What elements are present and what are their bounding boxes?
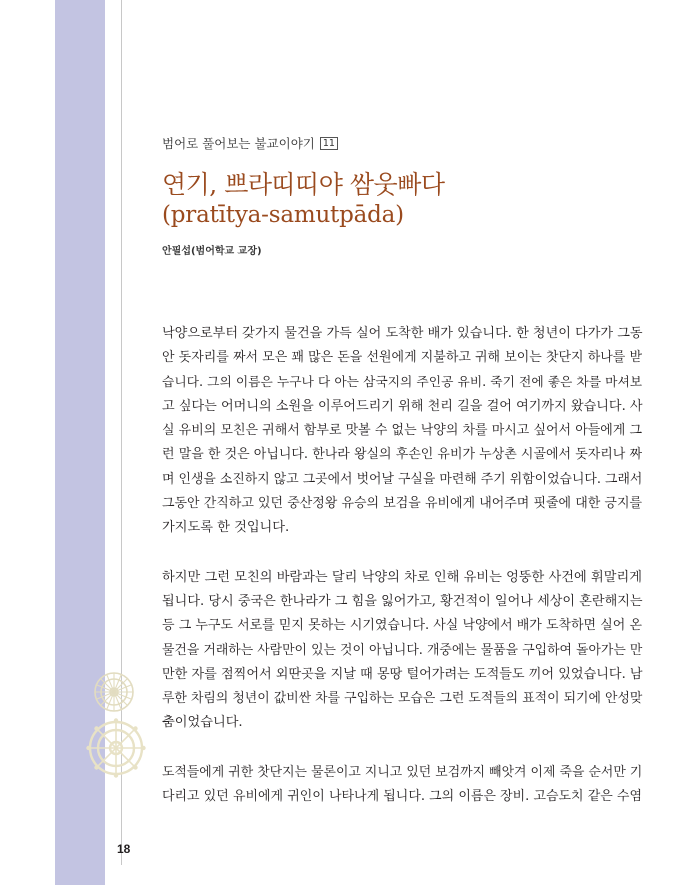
paragraph [162, 761, 642, 810]
article-body [162, 322, 642, 809]
article-author: 안필섭(범어학교 교장) [162, 246, 262, 257]
text-line: 가지도록 한 것입니다. [162, 520, 290, 536]
text-line: 실 유비의 모친은 귀해서 함부로 맛볼 수 없는 낙양의 차를 마시고 싶어서 아들에게 그 [162, 423, 642, 439]
text-line: 됩니다. 당시 중국은 한나라가 그 힘을 잃어가고, 황건적이 일어나 세상이 혼란해지는 [162, 593, 643, 609]
paragraph [162, 322, 642, 541]
paragraph [162, 566, 642, 736]
text-line: 고 싶다는 어머니의 소원을 이루어드리기 위해 천리 길을 걸어 여기까지 왔습니다. 사 [162, 398, 643, 414]
text-line: 안 돗자리를 짜서 모은 꽤 많은 돈을 선원에게 지불하고 귀해 보이는 찻단지 하나를 받 [162, 350, 642, 366]
text-line: 하지만 그런 모친의 바람과는 달리 낙양의 차로 인해 유비는 엉뚱한 사건에 휘말리게 [162, 569, 642, 585]
text-line: 도적들에게 귀한 찻단지는 물론이고 지니고 있던 보검까지 빼앗겨 이제 죽을 순서만 기 [162, 764, 643, 780]
series-header [162, 134, 338, 152]
dharma-wheel-large-icon [86, 718, 146, 778]
article-title: 연기, 쁘라띠띠야 쌈웃빠다 [162, 170, 445, 199]
text-line: 런 말을 한 것은 아닙니다. 한나라 왕실의 후손인 유비가 누상촌 시골에서 돗자리나 짜 [162, 447, 642, 463]
series-label: 범어로 풀어보는 불교이야기 [162, 136, 315, 151]
text-line: 루한 차림의 청년이 값비싼 차를 구입하는 모습은 그런 도적들의 표적이 되기에 안성맞 [162, 691, 643, 707]
text-line: 며 인생을 소진하지 않고 그곳에서 벗어날 구실을 마련해 주기 위함이었습니다. 그래서 [162, 471, 643, 487]
text-line: 그동안 간직하고 있던 중산정왕 유승의 보검을 유비에게 내어주며 핏줄에 대한 긍지를 [162, 496, 642, 512]
article-subtitle: (pratītya-samutpāda) [162, 202, 404, 228]
text-line: 다리고 있던 유비에게 귀인이 나타나게 됩니다. 그의 이름은 장비. 고슴도치 같은 수염 [162, 789, 642, 805]
series-number-badge: 11 [320, 137, 338, 150]
text-line: 습니다. 그의 이름은 누구나 다 아는 삼국지의 주인공 유비. 죽기 전에 좋은 차를 마셔보 [162, 374, 643, 390]
text-line: 물건을 거래하는 사람만이 있는 것이 아닙니다. 개중에는 물품을 구입하여 돌아가는 만 [162, 642, 643, 658]
text-line: 등 그 누구도 서로를 믿지 못하는 시기였습니다. 사실 낙양에서 배가 도착하면 실어 온 [162, 618, 642, 634]
text-line: 춤이었습니다. [162, 715, 243, 731]
dharma-wheel-small-icon [92, 670, 136, 714]
page-number: 18 [117, 842, 131, 856]
text-line: 낙양으로부터 갖가지 물건을 가득 실어 도착한 배가 있습니다. 한 청년이 다가가 그동 [162, 326, 643, 341]
text-line: 만한 자를 점찍어서 외딴곳을 지날 때 몽땅 털어가려는 도적들도 끼어 있었습니다. 남 [162, 666, 643, 682]
